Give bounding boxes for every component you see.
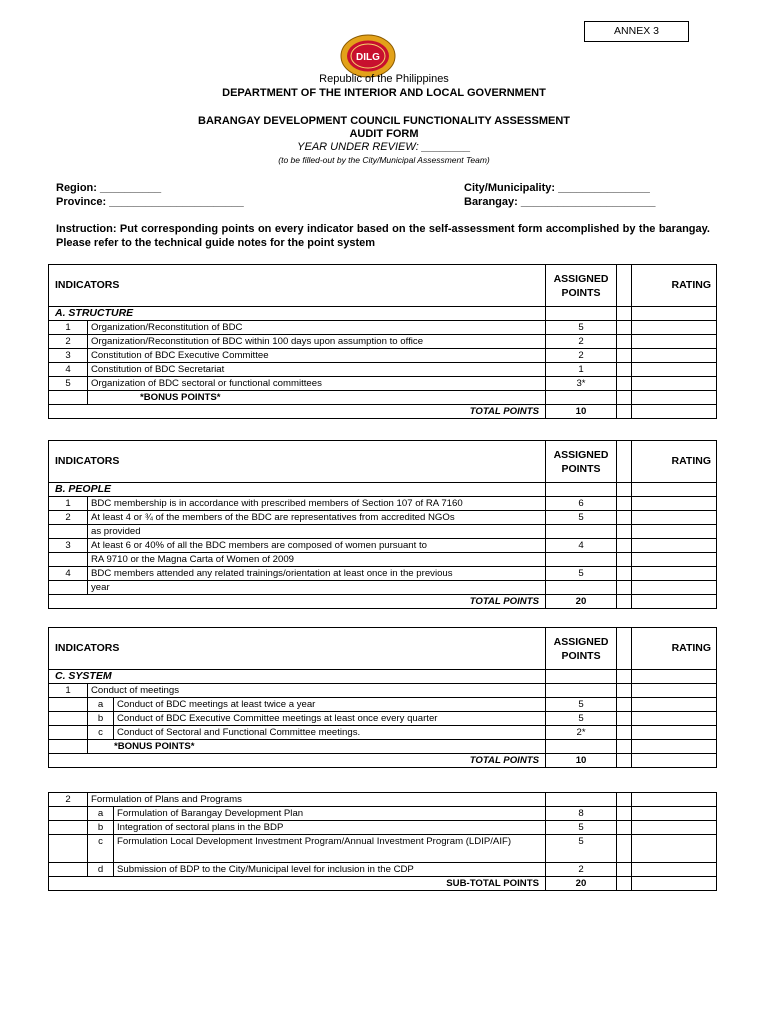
rating-cell[interactable]: [632, 726, 717, 740]
structure-table: [48, 264, 717, 419]
rating-cell[interactable]: [632, 684, 717, 698]
rating-cell[interactable]: [632, 377, 717, 391]
department-name: DEPARTMENT OF THE INTERIOR AND LOCAL GOVERNMENT: [222, 87, 546, 99]
plans-table: [48, 792, 717, 891]
rating-cell[interactable]: [632, 553, 717, 567]
bonus-points-label: *BONUS POINTS*: [88, 391, 546, 405]
table-row: a Formulation of Barangay Development Plan 8: [49, 807, 717, 821]
form-subtitle: AUDIT FORM: [349, 128, 419, 140]
rating-total-cell[interactable]: [632, 877, 717, 891]
rating-total-cell[interactable]: [632, 595, 717, 609]
table-row: 2 At least 4 or ¾ of the members of the BDC are representatives from accredited NGOs 5: [49, 511, 717, 525]
rating-cell[interactable]: [632, 539, 717, 553]
province-field[interactable]: Province: ______________________: [56, 196, 244, 208]
section-people: B. PEOPLE: [49, 483, 546, 497]
rating-cell[interactable]: [632, 835, 717, 863]
subtotal-points-label: SUB-TOTAL POINTS: [49, 877, 546, 891]
total-points-label: TOTAL POINTS: [49, 595, 546, 609]
rating-cell[interactable]: [632, 321, 717, 335]
section-system: C. SYSTEM: [49, 670, 546, 684]
rating-total-cell[interactable]: [632, 405, 717, 419]
bonus-points-label: *BONUS POINTS*: [88, 740, 546, 754]
table-row: 1 Organization/Reconstitution of BDC 5: [49, 321, 717, 335]
rating-cell[interactable]: [632, 807, 717, 821]
rating-header: RATING: [632, 441, 717, 483]
rating-header: RATING: [632, 628, 717, 670]
rating-cell[interactable]: [632, 511, 717, 525]
table-row: c Formulation Local Development Investment Program/Annual Investment Program (LDIP/AIF) 5: [49, 835, 717, 863]
rating-cell[interactable]: [632, 391, 717, 405]
region-field[interactable]: Region: __________: [56, 182, 162, 194]
subtotal-points-value: 20: [546, 877, 617, 891]
table-row: 4 BDC members attended any related trainings/orientation at least once in the previous 5: [49, 567, 717, 581]
rating-total-cell[interactable]: [632, 754, 717, 768]
total-points-value: 10: [546, 405, 617, 419]
assigned-points-header: ASSIGNED POINTS: [546, 441, 617, 483]
total-points-value: 20: [546, 595, 617, 609]
table-row: 3 Constitution of BDC Executive Committee 2: [49, 349, 717, 363]
rating-cell[interactable]: [632, 581, 717, 595]
table-row: 4 Constitution of BDC Secretariat 1: [49, 363, 717, 377]
rating-cell[interactable]: [632, 335, 717, 349]
section-structure: A. STRUCTURE: [49, 307, 546, 321]
city-field[interactable]: City/Municipality: _______________: [464, 182, 650, 194]
instruction-text: Instruction: Put corresponding points on every indicator based on the self-assessment form accomplished by the barangay. Please refer to the technical guide notes for the point system: [56, 223, 710, 249]
rating-cell[interactable]: [632, 525, 717, 539]
table-row: c Conduct of Sectoral and Functional Committee meetings. 2*: [49, 726, 717, 740]
table-row: 1 Conduct of meetings: [49, 684, 717, 698]
people-table: [48, 440, 717, 609]
rating-cell[interactable]: [632, 349, 717, 363]
dilg-logo: [340, 34, 396, 78]
rating-cell[interactable]: [632, 740, 717, 754]
logo-text: DILG: [356, 52, 380, 63]
rating-cell[interactable]: [632, 863, 717, 877]
table-row: 1 BDC membership is in accordance with prescribed members of Section 107 of RA 7160 6: [49, 497, 717, 511]
table-row: 2 Organization/Reconstitution of BDC within 100 days upon assumption to office 2: [49, 335, 717, 349]
system-table: [48, 627, 717, 768]
assigned-points-header: ASSIGNED POINTS: [546, 265, 617, 307]
total-points-label: TOTAL POINTS: [49, 405, 546, 419]
table-row: as provided: [49, 525, 717, 539]
table-row: d Submission of BDP to the City/Municipal level for inclusion in the CDP 2: [49, 863, 717, 877]
indicators-header: INDICATORS: [49, 441, 546, 483]
table-row: 5 Organization of BDC sectoral or functional committees 3*: [49, 377, 717, 391]
rating-cell[interactable]: [632, 567, 717, 581]
rating-cell[interactable]: [632, 712, 717, 726]
form-title: BARANGAY DEVELOPMENT COUNCIL FUNCTIONALITY ASSESSMENT: [198, 115, 570, 127]
year-under-review: YEAR UNDER REVIEW: ________: [297, 141, 471, 153]
rating-cell[interactable]: [632, 497, 717, 511]
table-row: RA 9710 or the Magna Carta of Women of 2009: [49, 553, 717, 567]
table-row: 2 Formulation of Plans and Programs: [49, 793, 717, 807]
total-points-label: TOTAL POINTS: [49, 754, 546, 768]
fill-note: (to be filled-out by the City/Municipal Assessment Team): [278, 155, 490, 165]
assigned-points-header: ASSIGNED POINTS: [546, 628, 617, 670]
rating-cell[interactable]: [632, 698, 717, 712]
table-row: 3 At least 6 or 40% of all the BDC members are composed of women pursuant to 4: [49, 539, 717, 553]
table-row: year: [49, 581, 717, 595]
rating-cell[interactable]: [632, 793, 717, 807]
rating-header: RATING: [632, 265, 717, 307]
rating-cell[interactable]: [632, 363, 717, 377]
barangay-field[interactable]: Barangay: ______________________: [464, 196, 656, 208]
table-row: b Conduct of BDC Executive Committee meetings at least once every quarter 5: [49, 712, 717, 726]
republic-line: Republic of the Philippines: [319, 73, 449, 85]
annex-label: ANNEX 3: [584, 21, 689, 42]
rating-cell[interactable]: [632, 821, 717, 835]
table-row: a Conduct of BDC meetings at least twice a year 5: [49, 698, 717, 712]
table-row: b Integration of sectoral plans in the BDP 5: [49, 821, 717, 835]
indicators-header: INDICATORS: [49, 265, 546, 307]
total-points-value: 10: [546, 754, 617, 768]
indicators-header: INDICATORS: [49, 628, 546, 670]
